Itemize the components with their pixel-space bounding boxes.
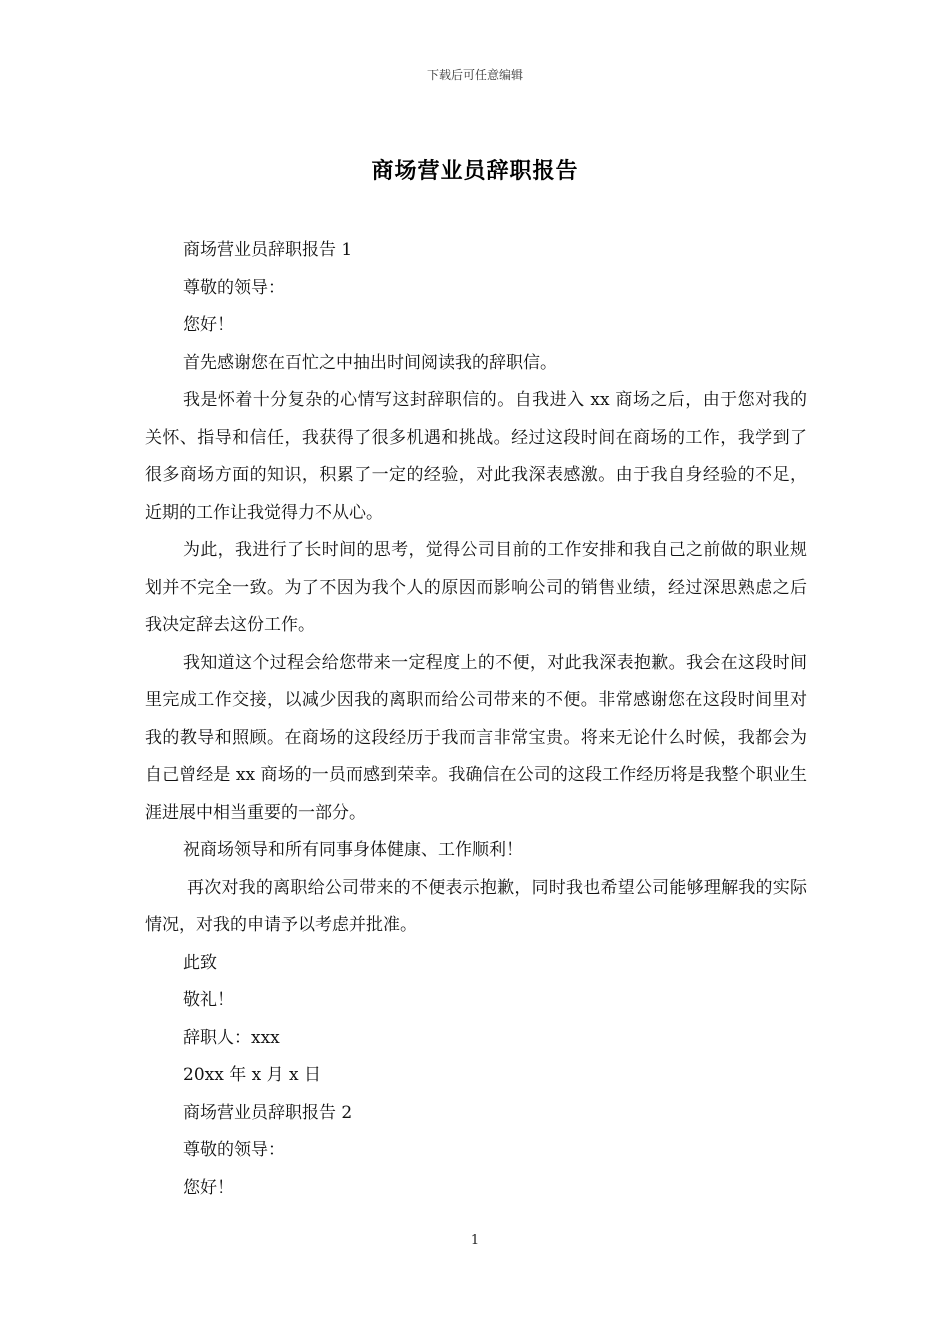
paragraph-feelings: 我是怀着十分复杂的心情写这封辞职信的。自我进入 xx 商场之后，由于您对我的关怀、指导和信任，我获得了很多机遇和挑战。经过这段时间在商场的工作，我学到了很多商场方面的知识，积累了一定的经验，对此我深表感激。由于我自身经验的不足，近期的工作让我觉得力不从心。 (145, 390, 807, 523)
closing-salute: 敬礼！ (183, 990, 234, 1010)
salutation: 尊敬的领导： (183, 277, 285, 298)
paragraph-wishes: 祝商场领导和所有同事身体健康、工作顺利！ (183, 840, 523, 860)
page-header-note: 下载后可任意编辑 (426, 68, 523, 82)
document-body (145, 232, 807, 1207)
paragraph-apology: 我知道这个过程会给您带来一定程度上的不便，对此我深表抱歉。我会在这段时间里完成工作交接，以减少因我的离职而给公司带来的不便。非常感谢您在这段时间里对我的教导和照顾。在商场的这段经历于我而言非常宝贵。将来无论什么时候，我都会为自己曾经是 xx 商场的一员而感到荣幸。我确信在公司的这段工作经历将是我整个职业生涯进展中相当重要的一部分。 (145, 652, 807, 823)
section-heading-2: 商场营业员辞职报告 2 (183, 1102, 353, 1123)
paragraph-request: 再次对我的离职给公司带来的不便表示抱歉，同时我也希望公司能够理解我的实际情况，对我的申请予以考虑并批准。 (145, 877, 807, 935)
document-title: 商场营业员辞职报告 (371, 158, 579, 184)
section-heading-1: 商场营业员辞职报告 1 (183, 240, 353, 260)
date-line: 20xx 年 x 月 x 日 (183, 1065, 322, 1085)
paragraph-thanks: 首先感谢您在百忙之中抽出时间阅读我的辞职信。 (183, 352, 557, 373)
page-number: 1 (470, 1233, 480, 1248)
closing-phrase: 此致 (183, 952, 217, 973)
paragraph-decision: 为此，我进行了长时间的思考，觉得公司目前的工作安排和我自己之前做的职业规划并不完全一致。为了不因为我个人的原因而影响公司的销售业绩，经过深思熟虑之后我决定辞去这份工作。 (145, 540, 807, 635)
salutation-2: 尊敬的领导： (183, 1140, 285, 1160)
greeting-2: 您好！ (183, 1177, 234, 1198)
signature-line: 辞职人：xxx (183, 1027, 280, 1048)
greeting: 您好！ (183, 315, 234, 335)
